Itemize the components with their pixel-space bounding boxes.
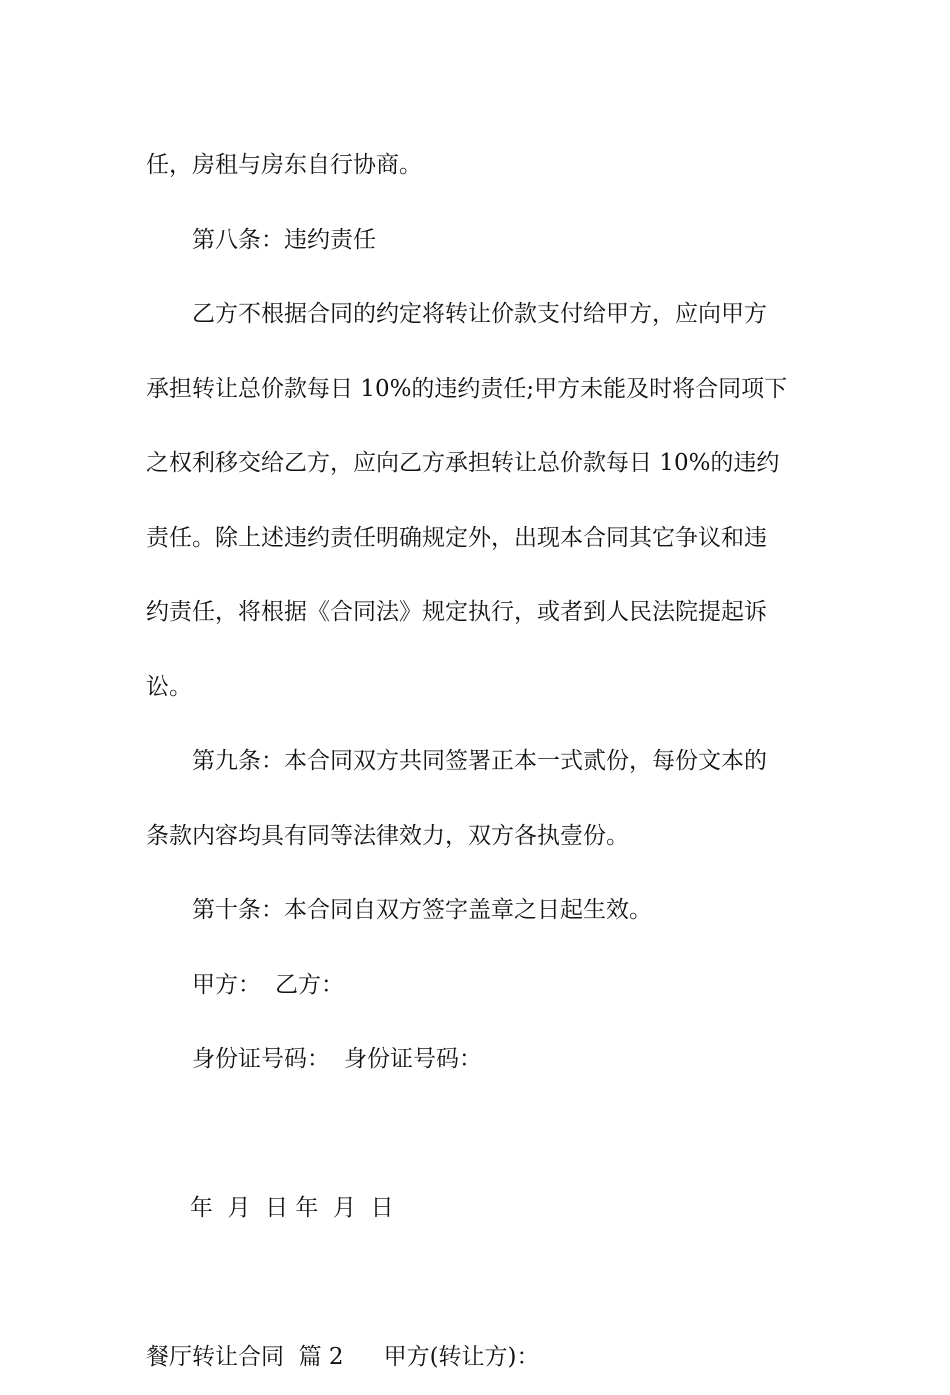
text-line: 承担转让总价款每日 10%的违约责任;甲方未能及时将合同项下 xyxy=(146,375,788,402)
text-line: 第八条：违约责任 xyxy=(192,226,376,253)
text-line: 任，房租与房东自行协商。 xyxy=(146,152,422,178)
text-line: 第十条：本合同自双方签字盖章之日起生效。 xyxy=(192,897,652,923)
party-a-label: 甲方： xyxy=(192,971,261,998)
signature-id-numbers xyxy=(146,1022,806,1097)
text-line: 之权利移交给乙方，应向乙方承担转让总价款每日 10%的违约 xyxy=(146,450,780,476)
text-line: 约责任，将根据《合同法》规定执行，或者到人民法院提起诉 xyxy=(146,599,767,625)
party-b-id-label: 身份证号码： xyxy=(344,1046,482,1072)
date-line: 年 月 日 年 月 日 xyxy=(189,1195,394,1221)
document-body xyxy=(146,128,806,1395)
party-b-label: 乙方： xyxy=(275,971,344,998)
paragraph-continuation xyxy=(146,128,806,203)
text-line: 第九条：本合同双方共同签署正本一式贰份，每份文本的 xyxy=(192,748,767,774)
signature-dates xyxy=(146,1097,806,1321)
text-line: 讼。 xyxy=(146,673,192,700)
text-line: 条款内容均具有同等法律效力，双方各执壹份。 xyxy=(146,822,629,849)
article-9 xyxy=(146,724,806,873)
article-8-heading xyxy=(146,203,806,278)
article-8-body xyxy=(146,277,806,724)
article-10 xyxy=(146,873,806,948)
contract-2-heading xyxy=(146,1320,806,1395)
contract-2-title: 餐厅转让合同 篇 2 xyxy=(146,1344,344,1370)
text-line: 乙方不根据合同的约定将转让价款支付给甲方，应向甲方 xyxy=(192,301,767,327)
transferor-label: 甲方(转让方)： xyxy=(383,1344,540,1370)
party-a-id-label: 身份证号码： xyxy=(192,1046,330,1072)
text-line: 责任。除上述违约责任明确规定外，出现本合同其它争议和违 xyxy=(146,524,767,551)
signature-parties xyxy=(146,948,806,1023)
